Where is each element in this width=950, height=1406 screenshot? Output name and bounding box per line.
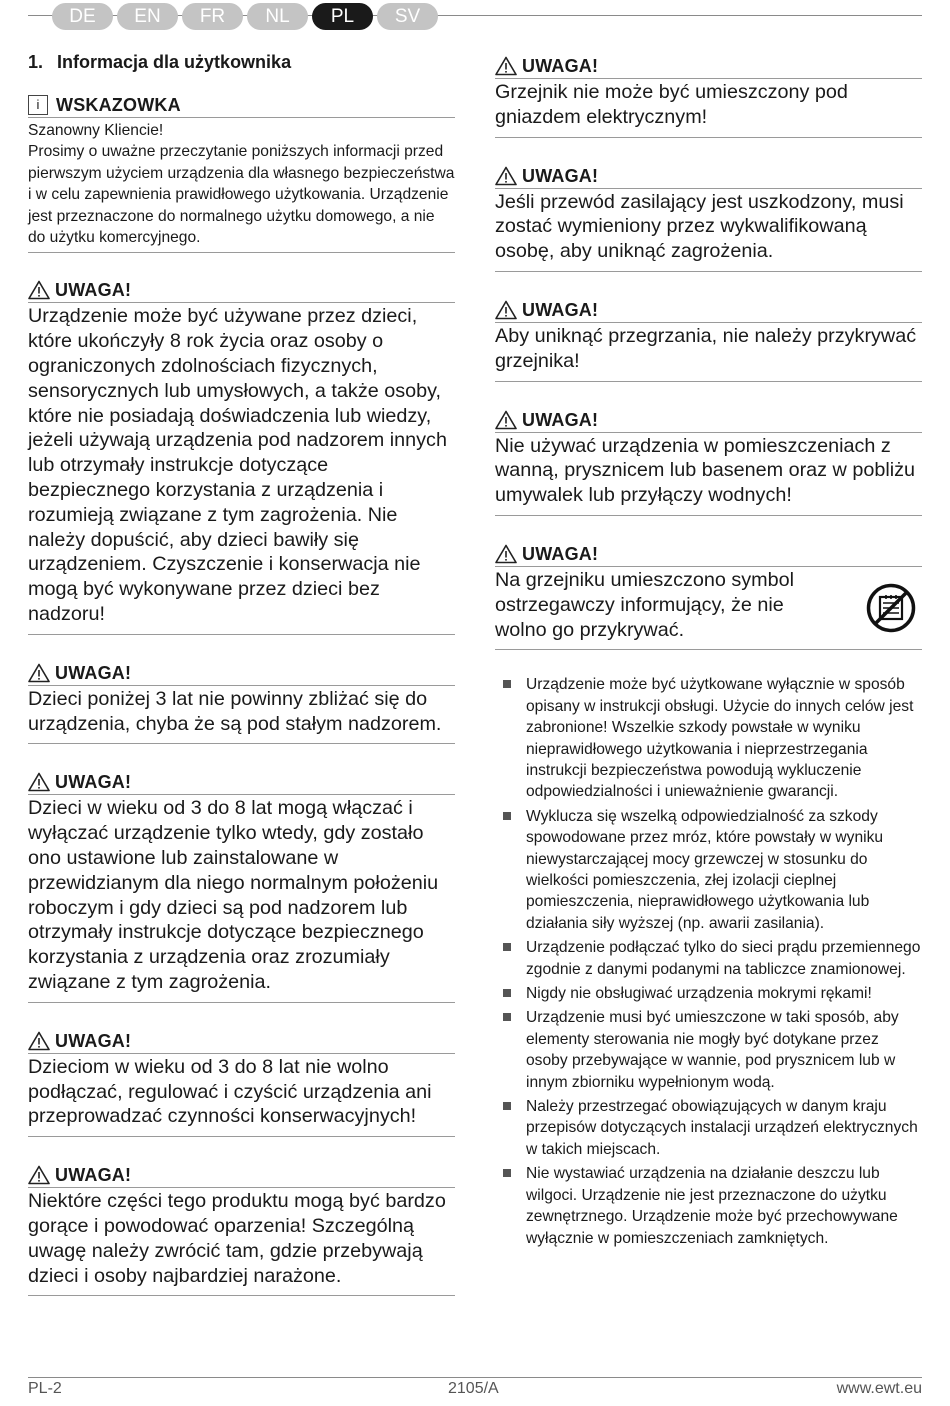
- warning-block: [495, 299, 922, 382]
- warning-triangle-icon: [495, 410, 517, 430]
- right-column: [495, 55, 922, 1252]
- warning-text: Nie używać urządzenia w pomieszczeniach z wanną, prysznicem lub basenem oraz w pobliżu umywalek lub przyłączy wodnych!: [495, 434, 916, 507]
- warning-block: [495, 409, 922, 516]
- note-heading-label: WSKAZOWKA: [56, 95, 181, 115]
- warning-heading: [495, 165, 922, 189]
- warning-heading: [495, 55, 922, 79]
- warning-block: [28, 771, 455, 1002]
- note-block: [28, 94, 455, 253]
- warning-text: Dzieci w wieku od 3 do 8 lat mogą włączać i wyłączać urządzenie tylko wtedy, gdy zostało ono ustawione lub zainstalowane w przewidzianym dla niego normalnym położeniu roboczym i gdy dzieci są pod nadzorem lub otrzymały instrukcje dotyczące bezpiecznego korzystania z urządzenia oraz zrozumiały związane z tym zagrożenia.: [28, 797, 439, 993]
- section-heading: [28, 50, 455, 74]
- warning-block: [495, 543, 922, 650]
- safety-bullet-list: [495, 674, 922, 1249]
- warning-label: UWAGA!: [55, 662, 132, 683]
- warning-label: UWAGA!: [55, 1030, 132, 1051]
- warning-text: Dzieci poniżej 3 lat nie powinny zbliżać się do urządzenia, chyba że są pod stałym nadzorem.: [28, 687, 442, 735]
- warning-text: Na grzejniku umieszczono symbol ostrzegawczy informujący, że nie wolno go przykrywać.: [495, 568, 795, 641]
- list-item: Wyklucza się wszelką odpowiedzialność za szkody spowodowane przez mróz, które powstały w wyniku niewystarczającej mocy grzewczej w stosunku do wielkości pomieszczenia, złej izolacji cieplnej pomieszczenia, nieprawidłowego użytkowania lub działania siły wyższej (np. awarii zasilania).: [495, 806, 922, 934]
- section-title: Informacja dla użytkownika: [57, 52, 292, 72]
- website-link[interactable]: www.ewt.eu: [836, 1380, 922, 1397]
- warning-label: UWAGA!: [522, 56, 599, 76]
- warning-block: [495, 55, 922, 138]
- symbol-row: [495, 567, 922, 649]
- warning-label: UWAGA!: [522, 299, 599, 320]
- warning-block: [28, 662, 455, 745]
- warning-block: [495, 165, 922, 272]
- warning-label: UWAGA!: [522, 409, 599, 430]
- note-heading: [28, 94, 455, 118]
- do-not-cover-icon: [866, 583, 916, 633]
- warning-triangle-icon: [28, 280, 50, 300]
- warning-block: [28, 279, 455, 634]
- warning-heading: [495, 299, 922, 323]
- warning-triangle-icon: [28, 1165, 50, 1185]
- warning-heading: [28, 662, 455, 686]
- language-tabs: [52, 3, 438, 30]
- list-item: Urządzenie podłączać tylko do sieci prądu przemiennego zgodnie z danymi podanymi na tabliczce znamionowej.: [495, 937, 922, 980]
- list-item: Nie wystawiać urządzenia na działanie deszczu lub wilgoci. Urządzenie nie jest przeznaczone do użytku zewnętrznego. Urządzenie może być przechowywane wyłącznie w pomieszczeniach zamkniętych.: [495, 1163, 922, 1249]
- tab-sv[interactable]: SV: [377, 3, 438, 30]
- tab-en[interactable]: EN: [117, 3, 178, 30]
- footer-rule: [28, 1377, 922, 1378]
- warning-triangle-icon: [28, 772, 50, 792]
- list-item: Należy przestrzegać obowiązujących w danym kraju przepisów dotyczących instalacji urządzeń elektrycznych w takich miejscach.: [495, 1096, 922, 1160]
- warning-label: UWAGA!: [55, 772, 132, 793]
- warning-heading: [495, 543, 922, 567]
- warning-heading: [28, 1164, 455, 1188]
- warning-text: Jeśli przewód zasilający jest uszkodzony, musi zostać wymieniony przez wykwalifikowaną osobę, aby uniknąć zagrożenia.: [495, 190, 904, 263]
- warning-triangle-icon: [495, 300, 517, 320]
- warning-label: UWAGA!: [55, 1165, 132, 1186]
- left-column: [28, 50, 455, 1296]
- info-icon: i: [28, 95, 48, 115]
- warning-block: [28, 1164, 455, 1296]
- list-item: Urządzenie musi być umieszczone w taki sposób, aby elementy sterowania nie mogły być dotykane przez osoby przebywające w wannie, pod prysznicem lub w innym zbiorniku wypełnionym wodą.: [495, 1007, 922, 1093]
- warning-text: Grzejnik nie może być umieszczony pod gniazdem elektrycznym!: [495, 81, 848, 128]
- note-body: Szanowny Kliencie! Prosimy o uważne przeczytanie poniższych informacji przed pierwszym użyciem urządzenia dla własnego bezpieczeństwa i w celu zapewnienia prawidłowego użytkowania. Urządzenie jest przeznaczone do normalnego użytku domowego, a nie do użytku komercyjnego.: [28, 122, 455, 247]
- tab-de[interactable]: DE: [52, 3, 113, 30]
- warning-label: UWAGA!: [55, 280, 132, 301]
- warning-triangle-icon: [495, 56, 517, 76]
- warning-block: [28, 1030, 455, 1137]
- warning-text: Dzieciom w wieku od 3 do 8 lat nie wolno podłączać, regulować i czyścić urządzenia ani przeprowadzać czynności konserwacyjnych!: [28, 1055, 432, 1128]
- warning-heading: [495, 409, 922, 433]
- warning-triangle-icon: [495, 166, 517, 186]
- warning-heading: [28, 1030, 455, 1054]
- warning-text: Aby uniknąć przegrzania, nie należy przykrywać grzejnika!: [495, 324, 917, 372]
- document-version: 2105/A: [448, 1380, 499, 1397]
- warning-text: Niektóre części tego produktu mogą być bardzo gorące i powodować oparzenia! Szczególną uwagę należy zwrócić tam, gdzie przebywają dzieci i osoby najbardziej narażone.: [28, 1190, 446, 1287]
- language-tab-bar: [0, 0, 950, 34]
- warning-heading: [28, 279, 455, 303]
- warning-triangle-icon: [495, 544, 517, 564]
- warning-heading: [28, 771, 455, 795]
- list-item: Nigdy nie obsługiwać urządzenia mokrymi rękami!: [495, 983, 922, 1004]
- warning-label: UWAGA!: [522, 165, 599, 186]
- note-text: [28, 118, 455, 252]
- tab-fr[interactable]: FR: [182, 3, 243, 30]
- section-number: 1.: [28, 52, 44, 72]
- tab-pl[interactable]: PL: [312, 3, 373, 30]
- warning-label: UWAGA!: [522, 543, 599, 564]
- tab-nl[interactable]: NL: [247, 3, 308, 30]
- list-item: Urządzenie może być użytkowane wyłącznie w sposób opisany w instrukcji obsługi. Użycie do innych celów jest zabronione! Wszelkie szkody powstałe w wyniku nieprawidłowego użytkowania i nieprzestrzegania instrukcji bezpieczeństwa powodują wykluczenie odpowiedzialności i unieważnienie gwarancji.: [495, 674, 922, 802]
- warning-text: Urządzenie może być używane przez dzieci, które ukończyły 8 rok życia oraz osoby o ograniczonych zdolnościach fizycznych, sensorycznych lub umysłowych, a także osoby, które nie posiadają doświadczenia lub wiedzy, jeżeli używają urządzenia pod nadzorem innych lub otrzymały instrukcje dotyczące bezpiecznego korzystania z urządzenia i rozumieją związane z tym zagrożenia. Nie należy dopuścić, aby dzieci bawiły się urządzeniem. Czyszczenie i konserwacja nie mogą być wykonywane przez dzieci bez nadzoru!: [28, 305, 447, 625]
- page-number: PL-2: [28, 1380, 62, 1397]
- warning-triangle-icon: [28, 663, 50, 683]
- warning-triangle-icon: [28, 1031, 50, 1051]
